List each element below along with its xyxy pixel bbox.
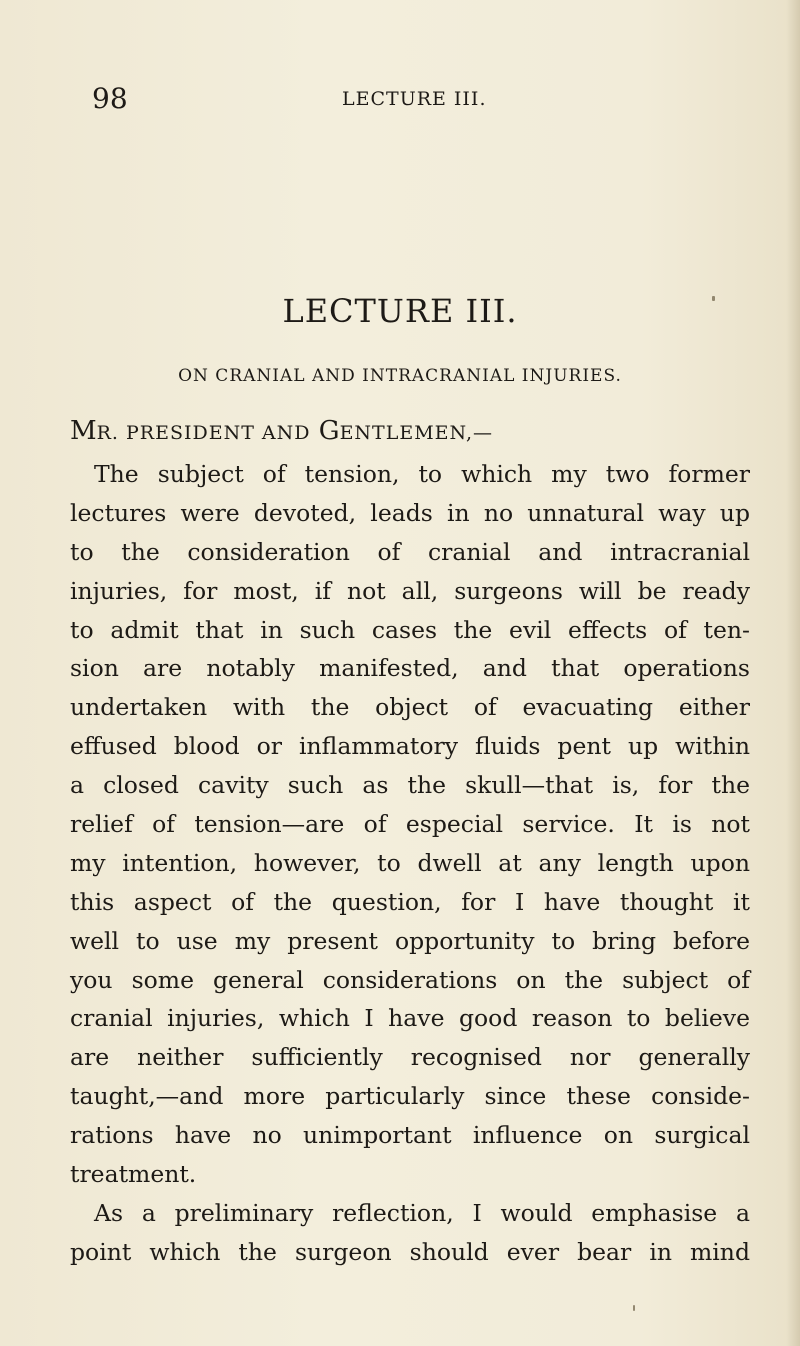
page-number: 98 <box>92 82 128 115</box>
salutation-small-caps-2: ENTLEMEN,— <box>339 422 493 444</box>
salutation-small-caps: R. PRESIDENT AND <box>96 422 311 444</box>
text-line: treatment. <box>70 1160 197 1189</box>
running-title: LECTURE III. <box>342 88 487 110</box>
print-speck <box>633 1305 635 1311</box>
text-line: relief of tension—are of especial service. It is not <box>70 810 750 839</box>
salutation-initial-2: G <box>318 416 340 446</box>
text-line: well to use my present opportunity to bring before <box>70 926 750 955</box>
text-line: lectures were devoted, leads in no unnatural way up <box>70 498 750 527</box>
lecture-subtitle: ON CRANIAL AND INTRACRANIAL INJURIES. <box>178 366 622 386</box>
text-line: undertaken with the object of evacuating either <box>70 693 750 722</box>
salutation <box>70 411 493 453</box>
text-line: rations have no unimportant influence on surgical <box>70 1121 750 1150</box>
text-line: injuries, for most, if not all, surgeons will be ready <box>70 576 750 605</box>
text-line: this aspect of the question, for I have thought it <box>70 887 750 916</box>
running-head <box>92 82 742 116</box>
salutation-initial: M <box>70 416 97 446</box>
text-line: effused blood or inflammatory fluids pent up within <box>70 732 750 761</box>
body-text <box>70 455 750 1272</box>
lecture-title: LECTURE III. <box>282 292 518 330</box>
text-line: taught,—and more particularly since these conside- <box>70 1082 750 1111</box>
page-edge-shadow <box>786 0 800 1346</box>
text-line: point which the surgeon should ever bear in mind <box>70 1237 750 1266</box>
text-line: to the consideration of cranial and intracranial <box>70 537 750 566</box>
text-line: sion are notably manifested, and that operations <box>70 654 750 683</box>
text-line: my intention, however, to dwell at any length upon <box>70 848 750 877</box>
text-line: you some general considerations on the subject of <box>70 965 750 994</box>
text-line: The subject of tension, to which my two former <box>94 460 750 488</box>
text-line: are neither sufficiently recognised nor generally <box>70 1043 750 1072</box>
text-line: to admit that in such cases the evil effects of ten- <box>70 615 750 644</box>
text-line: a closed cavity such as the skull—that is, for the <box>70 771 750 800</box>
text-line: As a preliminary reflection, I would emphasise a <box>94 1198 750 1227</box>
text-line: cranial injuries, which I have good reason to believe <box>70 1004 750 1033</box>
